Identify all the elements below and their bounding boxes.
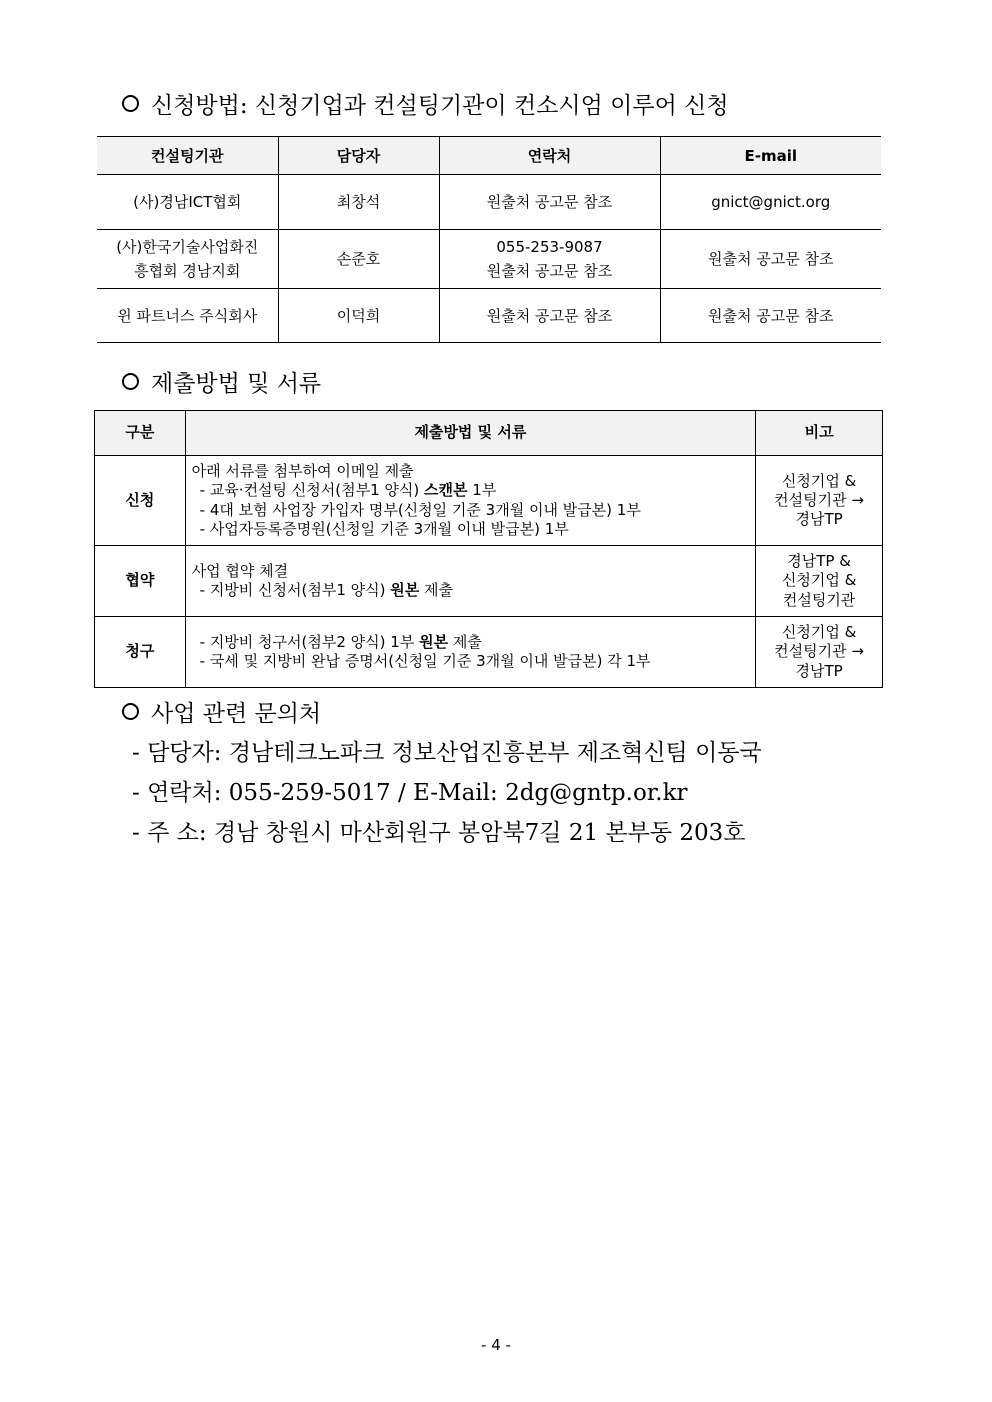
table-row [95,546,883,617]
submission-table [94,410,883,688]
manager-cell: 손준호 [278,230,439,289]
contact-cell: 055-253-9087 원출처 공고문 참조 [439,230,660,289]
org-cell: 윈 파트너스 주식회사 [97,289,278,343]
table-row [95,456,883,546]
column-header: 연락처 [439,137,660,175]
document-item: - 지방비 청구서(첨부2 양식) 1부 원본 제출 [199,632,482,651]
manager-cell: 최창석 [278,175,439,230]
contact-cell: 원출처 공고문 참조 [439,289,660,343]
category-cell: 협약 [95,546,186,617]
category-cell: 청구 [95,617,186,688]
column-header: E-mail [660,137,881,175]
column-header: 컨설팅기관 [97,137,278,175]
section-heading-inquiry: 사업 관련 문의처 [122,703,321,726]
consulting-contact-table [97,136,881,343]
inquiry-manager-line: - 담당자: 경남테크노파크 정보산업진흥본부 제조혁신팀 이동국 [132,740,762,766]
inquiry-contact-line: - 연락처: 055-259-5017 / E-Mail: 2dg@gntp.or.kr [132,780,688,806]
description-cell [185,617,756,688]
description-cell: 사업 협약 체결 - 지방비 신청서(첨부1 양식) 원본 제출 [185,546,756,617]
document-item: - 지방비 신청서(첨부1 양식) 원본 제출 [199,581,454,599]
table-header-row [95,411,883,456]
circle-bullet-icon [122,373,139,390]
email-cell: gnict@gnict.org [660,175,881,230]
category-cell: 신청 [95,456,186,546]
table-row [97,175,881,230]
circle-bullet-icon [122,703,139,720]
table-row [97,289,881,343]
email-cell: 원출처 공고문 참조 [660,230,881,289]
circle-bullet-icon [122,95,139,112]
inquiry-address-line: - 주 소: 경남 창원시 마산회원구 봉암북7길 21 본부동 203호 [132,820,746,846]
contact-cell: 원출처 공고문 참조 [439,175,660,230]
table-row [97,230,881,289]
document-item: - 교육·컨설팅 신청서(첨부1 양식) 스캔본 1부 [199,481,497,500]
email-cell: 원출처 공고문 참조 [660,289,881,343]
column-header: 담당자 [278,137,439,175]
document-item: - 국세 및 지방비 완납 증명서(신청일 기준 3개월 이내 발급본) 각 1부 [199,652,651,670]
description-cell: 아래 서류를 첨부하여 이메일 제출 - 교육·컨설팅 신청서(첨부1 양식) 스캔본 1부 - 4대 보험 사업장 가입자 명부(신청일 기준 3개월 이내 발급본) 1부 - 사업자등록증명원(신청일 기준 3개월 이내 발급본) 1부 [185,456,756,546]
section-heading-submission: 제출방법 및 서류 [122,373,321,396]
document-item: - 4대 보험 사업장 가입자 명부(신청일 기준 3개월 이내 발급본) 1부 [199,500,641,519]
table-header-row [97,137,881,175]
note-cell: 신청기업 & 컨설팅기관 → 경남TP [756,617,883,688]
manager-cell: 이덕희 [278,289,439,343]
column-header: 비고 [756,411,883,456]
note-cell: 경남TP & 신청기업 & 컨설팅기관 [756,546,883,617]
section-heading-application-method: 신청방법: 신청기업과 컨설팅기관이 컨소시엄 이루어 신청 [122,95,729,118]
note-cell: 신청기업 & 컨설팅기관 → 경남TP [756,456,883,546]
page-number: - 4 - [481,1336,511,1354]
org-cell: (사)한국기술사업화진 흥협회 경남지회 [97,230,278,289]
column-header: 구분 [95,411,186,456]
column-header: 제출방법 및 서류 [185,411,756,456]
document-item: - 사업자등록증명원(신청일 기준 3개월 이내 발급본) 1부 [199,519,569,538]
table-row [95,617,883,688]
org-cell: (사)경남ICT협회 [97,175,278,230]
